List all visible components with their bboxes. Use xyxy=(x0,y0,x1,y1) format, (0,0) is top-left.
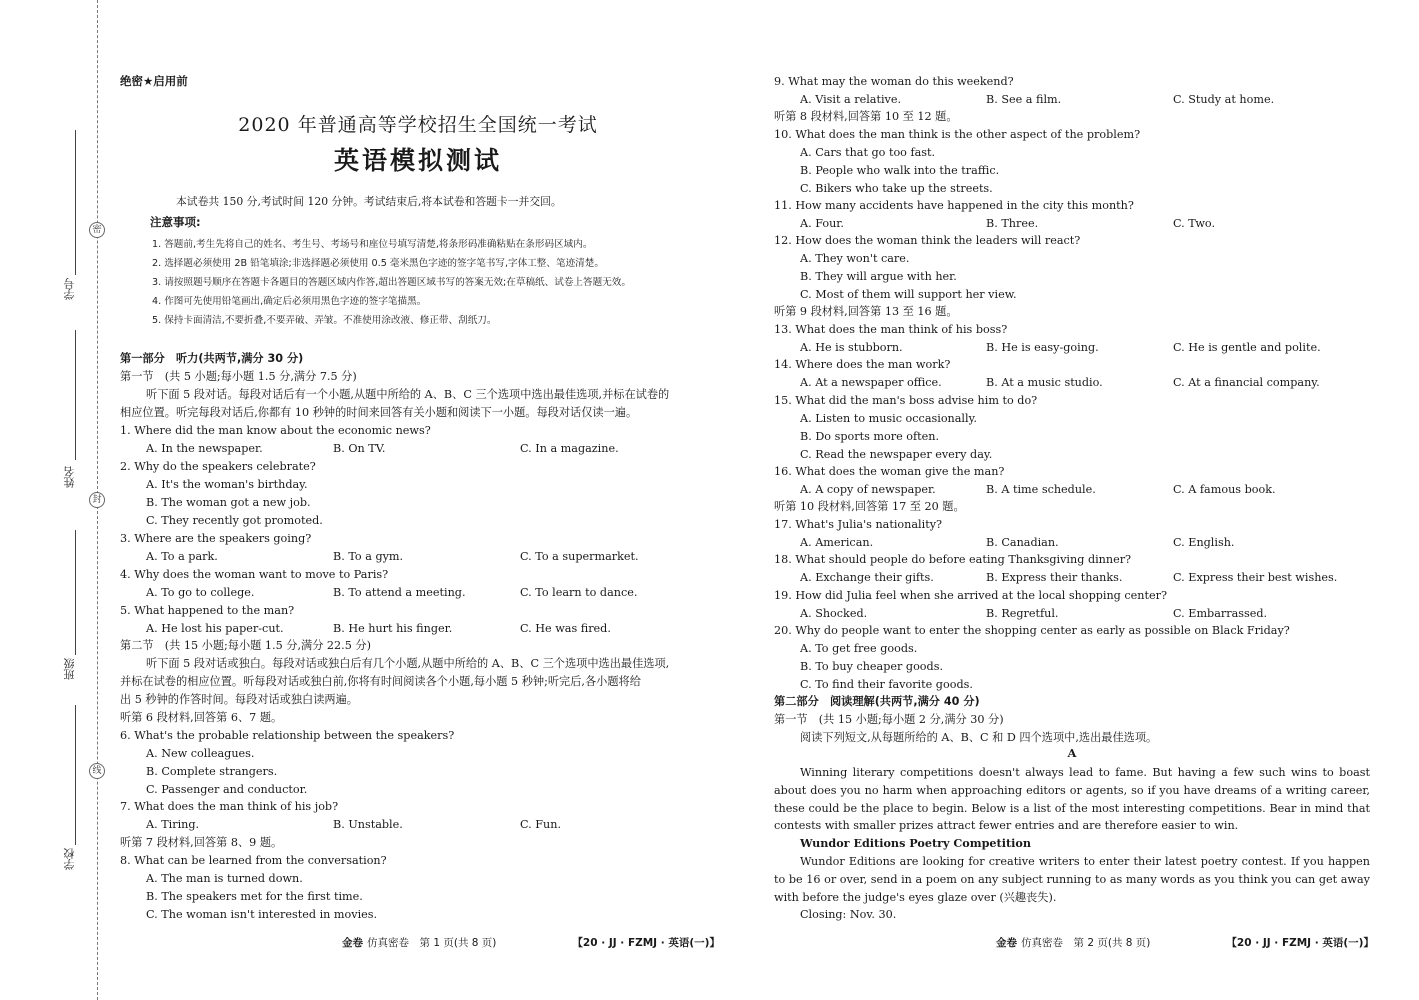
part1-title: 第一部分 听力(共两节,满分 30 分) xyxy=(120,352,304,365)
question-6: 6. What's the probable relationship between the speakers? xyxy=(120,729,455,742)
question-11: 11. How many accidents have happened in the city this month? xyxy=(774,199,1134,212)
option-c: C. Express their best wishes. xyxy=(1173,571,1338,584)
option-c: C. At a financial company. xyxy=(1173,376,1320,389)
option-c: C. They recently got promoted. xyxy=(146,514,323,527)
section1-title: 第一节 (共 5 小题;每小题 1.5 分,满分 7.5 分) xyxy=(120,370,357,383)
exam-title: 2020 年普通高等学校招生全国统一考试 xyxy=(238,114,598,136)
option-c: C. English. xyxy=(1173,536,1235,549)
option-a: A. Shocked. xyxy=(800,607,868,620)
question-3: 3. Where are the speakers going? xyxy=(120,532,312,545)
reading-section1-title: 第一节 (共 15 小题;每小题 2 分,满分 30 分) xyxy=(774,713,1004,726)
option-b: B. People who walk into the traffic. xyxy=(800,164,1000,177)
footer-page-info xyxy=(342,935,496,950)
option-a: A. Tiring. xyxy=(146,818,200,831)
option-a: A. Four. xyxy=(800,217,844,230)
option-a: A. The man is turned down. xyxy=(146,872,303,885)
note-item: 5. 保持卡面清洁,不要折叠,不要弄破、弄皱。不准使用涂改液、修正带、刮纸刀。 xyxy=(152,315,497,326)
page-1 xyxy=(120,0,720,1000)
section2-title: 第二节 (共 15 小题;每小题 1.5 分,满分 22.5 分) xyxy=(120,639,371,652)
binding-margin xyxy=(0,0,115,1000)
notes-title: 注意事项: xyxy=(150,215,201,229)
blank-name xyxy=(75,330,76,460)
footer-code: 【20 · JJ · FZMJ · 英语(一)】 xyxy=(572,937,720,949)
passage-paragraph: Winning literary competitions doesn't always lead to fame. But having a few such wins to boast about does you no harm when approaching editors or agents, so if you have dreams of a writing career, these could be the place to begin. Below is a list of the most interesting competitions. Bear in mind that contests with smaller prizes attract fewer entries and are therefore easier to win. xyxy=(774,766,1370,833)
option-a: A. At a newspaper office. xyxy=(800,376,942,389)
question-9: 9. What may the woman do this weekend? xyxy=(774,75,1014,88)
option-b: B. Unstable. xyxy=(333,818,403,831)
blank-student-id xyxy=(75,130,76,275)
footer-page-number: 仿真密卷 第 1 页(共 8 页) xyxy=(367,937,497,949)
footer-brand: 金卷 xyxy=(342,937,363,949)
option-a: A. Exchange their gifts. xyxy=(800,571,934,584)
option-a: A. Cars that go too fast. xyxy=(800,146,936,159)
option-a: A. It's the woman's birthday. xyxy=(146,478,308,491)
page-footer xyxy=(774,935,1374,953)
section1-instruction: 听下面 5 段对话。每段对话后有一个小题,从题中所给的 A、B、C 三个选项中选出最佳选项,并标在试卷的 xyxy=(146,388,670,401)
field-name: 姓名 xyxy=(63,466,76,488)
seal-xian: 线 xyxy=(89,763,105,779)
seal-mi: 密 xyxy=(89,222,105,238)
option-a: A. To a park. xyxy=(146,550,218,563)
material-8: 听第 8 段材料,回答第 10 至 12 题。 xyxy=(774,110,958,123)
question-4: 4. Why does the woman want to move to Paris? xyxy=(120,568,389,581)
field-class: 班级 xyxy=(63,658,76,680)
option-c: C. The woman isn't interested in movies. xyxy=(146,908,378,921)
option-a: A. New colleagues. xyxy=(146,747,255,760)
field-student-id: 学号 xyxy=(63,278,76,300)
page-footer xyxy=(120,935,720,953)
option-c: C. He was fired. xyxy=(520,622,611,635)
option-c: C. To learn to dance. xyxy=(520,586,638,599)
option-b: B. He hurt his finger. xyxy=(333,622,453,635)
option-b: B. He is easy-going. xyxy=(986,341,1099,354)
option-b: B. Regretful. xyxy=(986,607,1059,620)
option-b: B. Three. xyxy=(986,217,1039,230)
option-b: B. Canadian. xyxy=(986,536,1059,549)
option-c: C. Read the newspaper every day. xyxy=(800,448,993,461)
passage-label: A xyxy=(1067,746,1077,760)
option-a: A. In the newspaper. xyxy=(146,442,263,455)
option-c: C. Fun. xyxy=(520,818,562,831)
competition-title: Wundor Editions Poetry Competition xyxy=(800,836,1031,850)
question-16: 16. What does the woman give the man? xyxy=(774,465,1005,478)
blank-class xyxy=(75,530,76,655)
option-c: C. To a supermarket. xyxy=(520,550,639,563)
option-b: B. The speakers met for the first time. xyxy=(146,890,363,903)
option-c: C. A famous book. xyxy=(1173,483,1276,496)
option-a: A. A copy of newspaper. xyxy=(800,483,936,496)
question-20: 20. Why do people want to enter the shopping center as early as possible on Black Friday? xyxy=(774,624,1290,637)
footer-page-info xyxy=(996,935,1150,950)
option-a: A. He is stubborn. xyxy=(800,341,903,354)
question-15: 15. What did the man's boss advise him to do? xyxy=(774,394,1038,407)
question-19: 19. How did Julia feel when she arrived at the local shopping center? xyxy=(774,589,1167,602)
exam-subtitle: 英语模拟测试 xyxy=(333,146,502,175)
option-b: B. To buy cheaper goods. xyxy=(800,660,944,673)
material-10: 听第 10 段材料,回答第 17 至 20 题。 xyxy=(774,500,965,513)
question-17: 17. What's Julia's nationality? xyxy=(774,518,943,531)
seal-feng: 封 xyxy=(89,492,105,508)
option-b: B. A time schedule. xyxy=(986,483,1096,496)
closing-date: Closing: Nov. 30. xyxy=(800,908,897,921)
note-item: 4. 作图可先使用铅笔画出,确定后必须用黑色字迹的签字笔描黑。 xyxy=(152,296,427,307)
footer-brand: 金卷 xyxy=(996,937,1017,949)
option-b: B. To a gym. xyxy=(333,550,404,563)
passage-paragraph: Wundor Editions are looking for creative writers to enter their latest poetry contest. If you happen to be 16 or over, send in a poem on any subject running to as many words as you think you can get away with before the judge's eyes glaze over (兴趣丧失). xyxy=(774,855,1370,904)
confidential-mark: 绝密★启用前 xyxy=(120,74,188,88)
page-2 xyxy=(774,0,1374,1000)
note-item: 2. 选择题必须使用 2B 铅笔填涂;非选择题必须使用 0.5 毫米黑色字迹的签字笔书写,字体工整、笔迹清楚。 xyxy=(152,258,604,269)
question-18: 18. What should people do before eating Thanksgiving dinner? xyxy=(774,553,1132,566)
option-a: A. To go to college. xyxy=(146,586,255,599)
field-school: 学校 xyxy=(63,848,76,870)
option-c: C. Embarrassed. xyxy=(1173,607,1268,620)
option-b: B. Complete strangers. xyxy=(146,765,278,778)
question-1: 1. Where did the man know about the economic news? xyxy=(120,424,431,437)
question-14: 14. Where does the man work? xyxy=(774,358,951,371)
question-2: 2. Why do the speakers celebrate? xyxy=(120,460,316,473)
option-c: C. Two. xyxy=(1173,217,1216,230)
question-5: 5. What happened to the man? xyxy=(120,604,295,617)
option-c: C. Study at home. xyxy=(1173,93,1275,106)
option-a: A. He lost his paper-cut. xyxy=(146,622,284,635)
material-6: 听第 6 段材料,回答第 6、7 题。 xyxy=(120,711,283,724)
option-b: B. To attend a meeting. xyxy=(333,586,466,599)
option-b: B. On TV. xyxy=(333,442,386,455)
footer-code: 【20 · JJ · FZMJ · 英语(一)】 xyxy=(1226,937,1374,949)
question-13: 13. What does the man think of his boss? xyxy=(774,323,1008,336)
option-b: B. At a music studio. xyxy=(986,376,1103,389)
option-a: A. American. xyxy=(800,536,874,549)
option-c: C. Passenger and conductor. xyxy=(146,783,308,796)
option-b: B. Express their thanks. xyxy=(986,571,1123,584)
option-c: C. In a magazine. xyxy=(520,442,619,455)
option-c: C. To find their favorite goods. xyxy=(800,678,973,691)
option-b: B. See a film. xyxy=(986,93,1062,106)
section2-instruction: 并标在试卷的相应位置。听每段对话或独白前,你将有时间阅读各个小题,每小题 5 秒钟;听完后,各小题将给 xyxy=(120,675,641,688)
section1-instruction: 相应位置。听完每段对话后,你都有 10 秒钟的时间来回答有关小题和阅读下一小题。每段对话仅读一遍。 xyxy=(120,406,638,419)
option-c: C. Bikers who take up the streets. xyxy=(800,182,993,195)
exam-intro: 本试卷共 150 分,考试时间 120 分钟。考试结束后,将本试卷和答题卡一并交回。 xyxy=(176,195,562,208)
option-c: C. He is gentle and polite. xyxy=(1173,341,1321,354)
material-7: 听第 7 段材料,回答第 8、9 题。 xyxy=(120,836,283,849)
option-a: A. Listen to music occasionally. xyxy=(800,412,977,425)
section2-instruction: 出 5 秒钟的作答时间。每段对话或独白读两遍。 xyxy=(120,693,358,706)
option-c: C. Most of them will support her view. xyxy=(800,288,1017,301)
note-item: 3. 请按照题号顺序在答题卡各题目的答题区域内作答,超出答题区域书写的答案无效;在草稿纸、试卷上答题无效。 xyxy=(152,277,631,288)
blank-school xyxy=(75,705,76,845)
material-9: 听第 9 段材料,回答第 13 至 16 题。 xyxy=(774,305,958,318)
option-a: A. Visit a relative. xyxy=(800,93,902,106)
reading-instruction: 阅读下列短文,从每题所给的 A、B、C 和 D 四个选项中,选出最佳选项。 xyxy=(800,731,1158,744)
section2-instruction: 听下面 5 段对话或独白。每段对话或独白后有几个小题,从题中所给的 A、B、C 三个选项中选出最佳选项, xyxy=(146,657,670,670)
footer-page-number: 仿真密卷 第 2 页(共 8 页) xyxy=(1021,937,1151,949)
option-a: A. They won't care. xyxy=(800,252,910,265)
question-8: 8. What can be learned from the conversation? xyxy=(120,854,387,867)
option-b: B. Do sports more often. xyxy=(800,430,939,443)
option-b: B. The woman got a new job. xyxy=(146,496,311,509)
option-b: B. They will argue with her. xyxy=(800,270,957,283)
question-12: 12. How does the woman think the leaders will react? xyxy=(774,234,1081,247)
note-item: 1. 答题前,考生先将自己的姓名、考生号、考场号和座位号填写清楚,将条形码准确粘贴在条形码区域内。 xyxy=(152,239,593,250)
question-10: 10. What does the man think is the other aspect of the problem? xyxy=(774,128,1141,141)
part2-title: 第二部分 阅读理解(共两节,满分 40 分) xyxy=(774,695,980,708)
option-a: A. To get free goods. xyxy=(800,642,918,655)
question-7: 7. What does the man think of his job? xyxy=(120,800,339,813)
